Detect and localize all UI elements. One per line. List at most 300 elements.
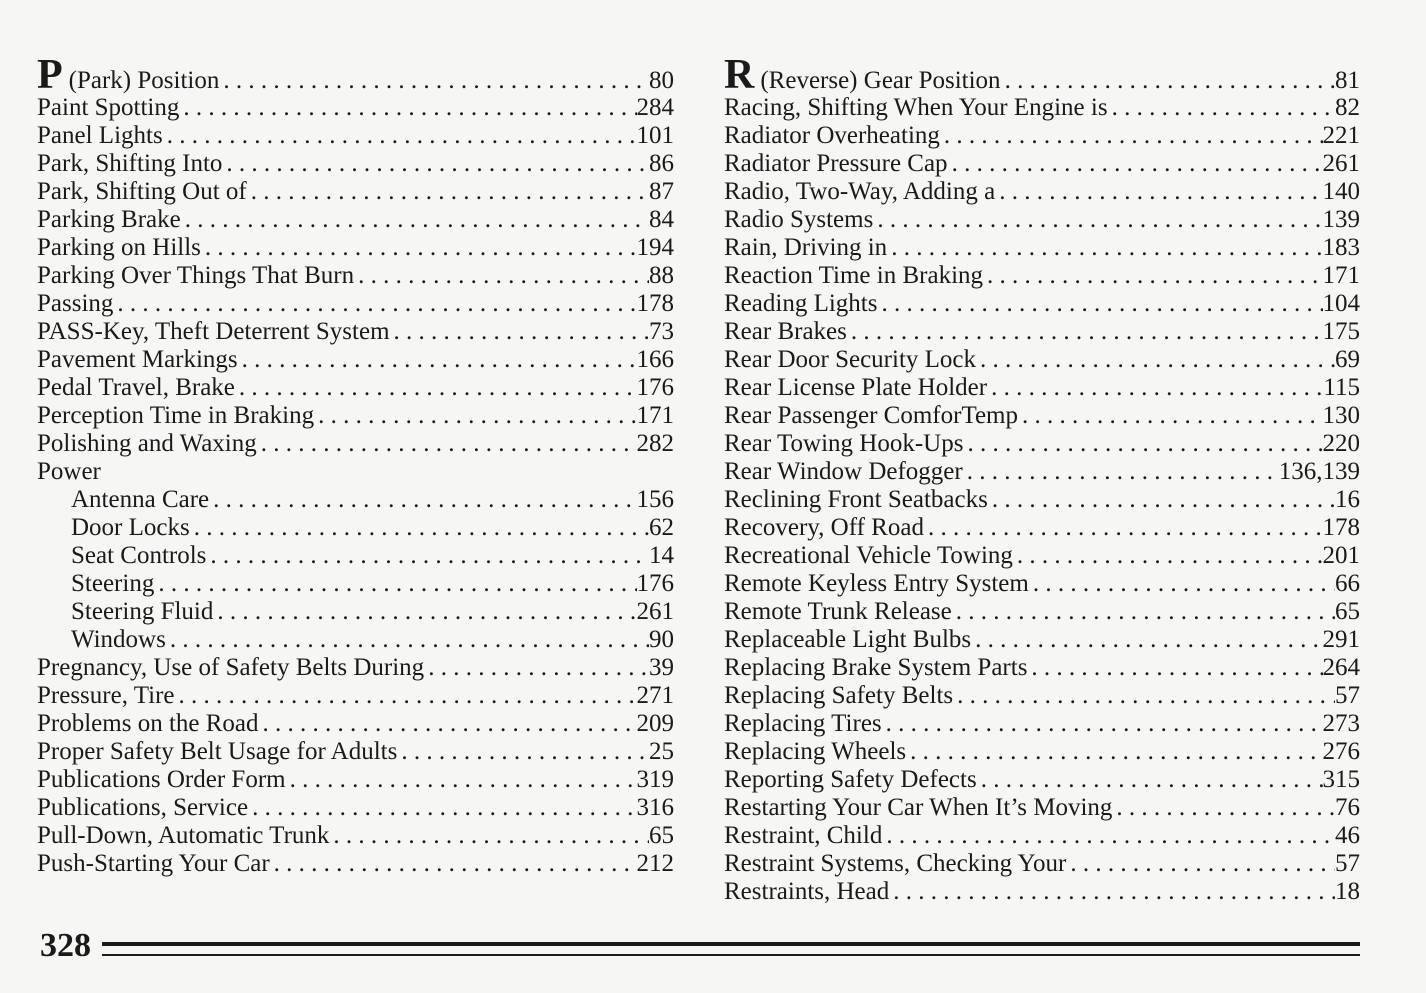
dot-leader [977, 766, 1323, 794]
index-entry-page: 76 [1335, 794, 1360, 821]
index-entry-label [37, 234, 201, 262]
index-entry-label [37, 486, 209, 514]
index-entry [37, 598, 674, 626]
dot-leader [286, 766, 637, 794]
index-entry-page: 166 [636, 346, 674, 373]
index-entry-label [724, 402, 1018, 430]
index-entry-page: 212 [636, 850, 674, 877]
index-entry-label [37, 514, 190, 542]
index-entry-page: 209 [636, 710, 674, 737]
index-entry [724, 542, 1360, 570]
dot-leader [247, 178, 649, 206]
index-entry-label [724, 570, 1029, 598]
dot-leader [995, 178, 1322, 206]
dot-leader [163, 122, 637, 150]
index-entry [724, 122, 1360, 150]
index-entry-page: 115 [1323, 374, 1360, 401]
index-entry-page: 220 [1322, 430, 1360, 457]
index-entry [37, 850, 674, 878]
index-entry-text: Seat Controls [71, 542, 207, 569]
index-entry-page: 81 [1335, 67, 1360, 94]
index-entry-label [724, 458, 963, 486]
index-entry [724, 318, 1360, 346]
index-entry-label [724, 794, 1112, 822]
index-entry-label [37, 206, 181, 234]
index-entry-page: 136,139 [1278, 458, 1360, 485]
index-entry-label [37, 346, 238, 374]
dot-leader [952, 598, 1335, 626]
page-number: 328 [40, 927, 91, 964]
index-entry [724, 654, 1360, 682]
index-entry [37, 766, 674, 794]
dot-leader [971, 626, 1322, 654]
dot-leader [259, 710, 637, 738]
index-entry-page: 291 [1322, 626, 1360, 653]
index-entry-page: 46 [1335, 822, 1360, 849]
index-entry-text: Reaction Time in Braking [724, 262, 984, 289]
index-entry [724, 850, 1360, 878]
index-entry-page: 139 [1322, 206, 1360, 233]
index-entry-label [37, 430, 257, 458]
index-entry [724, 682, 1360, 710]
index-entry-text: Polishing and Waxing [37, 430, 257, 457]
index-entry-page: 16 [1335, 486, 1360, 513]
index-entry-text: Pedal Travel, Brake [37, 374, 235, 401]
dot-leader [1108, 94, 1335, 122]
index-entry-page: 82 [1335, 94, 1360, 121]
index-entry [724, 346, 1360, 374]
index-entry-label [724, 626, 971, 654]
dot-leader [166, 626, 649, 654]
index-entry-text: Pregnancy, Use of Safety Belts During [37, 654, 425, 681]
dot-leader [1018, 402, 1322, 430]
index-entry [37, 822, 674, 850]
index-column-left [37, 56, 674, 878]
index-entry [724, 458, 1360, 486]
index-entry-text: Rear Window Defogger [724, 458, 963, 485]
index-entry [37, 654, 674, 682]
index-entry-text: Replaceable Light Bulbs [724, 626, 972, 653]
index-entry-page: 176 [636, 374, 674, 401]
section-letter: R [724, 56, 755, 94]
index-entry-text: (Reverse) Gear Position [760, 67, 1001, 94]
index-entry-text: Recreational Vehicle Towing [724, 542, 1013, 569]
index-entry-label [724, 94, 1108, 122]
index-entry-label [37, 150, 222, 178]
index-entry-text: Restarting Your Car When It’s Moving [724, 794, 1113, 821]
index-entry-page: 201 [1322, 542, 1360, 569]
index-entry-page: 171 [636, 402, 674, 429]
index-entry-label [724, 374, 987, 402]
index-entry-label [724, 262, 983, 290]
index-entry [37, 94, 674, 122]
index-entry-label [724, 150, 948, 178]
index-entry [724, 374, 1360, 402]
index-entry-text: Radiator Overheating [724, 122, 940, 149]
index-entry [724, 178, 1360, 206]
index-entry-text: Radio, Two-Way, Adding a [724, 178, 996, 205]
index-entry-text: Power [37, 458, 101, 485]
index-entry-label [724, 206, 873, 234]
index-entry-text: Steering [71, 570, 155, 597]
index-entry-text: (Park) Position [68, 67, 220, 94]
index-entry-text: Parking Brake [37, 206, 181, 233]
index-entry-page: 183 [1322, 234, 1360, 261]
dot-leader [988, 486, 1335, 514]
index-entry-text: Replacing Safety Belts [724, 682, 954, 709]
dot-leader [889, 878, 1335, 906]
index-entry-page: 261 [636, 598, 674, 625]
footer-rule-thin [102, 954, 1360, 956]
index-entry-text: Restraint, Child [724, 822, 883, 849]
index-entry-label [37, 94, 179, 122]
index-entry-text: Reading Lights [724, 290, 878, 317]
index-entry-label [37, 682, 175, 710]
index-entry-text: Restraints, Head [724, 878, 890, 905]
index-entry-label [69, 62, 220, 94]
index-entry-label [724, 178, 995, 206]
dot-leader [882, 710, 1323, 738]
index-entry [724, 56, 1360, 94]
index-entry-page: 221 [1322, 122, 1360, 149]
index-entry-text: PASS-Key, Theft Deterrent System [37, 318, 390, 345]
index-entry-label [724, 850, 1066, 878]
index-entry-page: 66 [1335, 570, 1360, 597]
index-entry-label [37, 766, 286, 794]
index-entry-label [37, 542, 206, 570]
index-entry-page: 57 [1335, 850, 1360, 877]
dot-leader [882, 822, 1335, 850]
index-entry-label [724, 598, 952, 626]
dot-leader [948, 150, 1323, 178]
index-entry [37, 486, 674, 514]
index-entry-text: Windows [71, 626, 166, 653]
index-entry-page: 178 [1322, 514, 1360, 541]
index-entry-text: Push-Starting Your Car [37, 850, 270, 877]
index-entry-text: Radio Systems [724, 206, 874, 233]
index-entry-label [37, 822, 329, 850]
index-entry-page: 271 [636, 682, 674, 709]
dot-leader [953, 682, 1335, 710]
dot-leader [397, 738, 649, 766]
index-entry-page: 65 [649, 822, 674, 849]
index-entry [37, 794, 674, 822]
dot-leader [873, 206, 1322, 234]
index-entry-page: 175 [1322, 318, 1360, 345]
dot-leader [1029, 570, 1335, 598]
dot-leader [924, 514, 1323, 542]
index-entry-page: 73 [649, 318, 674, 345]
dot-leader [206, 542, 649, 570]
index-entry [724, 94, 1360, 122]
index-entry-page: 18 [1335, 878, 1360, 905]
index-entry [37, 56, 674, 94]
index-entry-page: 284 [636, 94, 674, 121]
index-entry-page: 87 [649, 178, 674, 205]
index-entry-text: Pull-Down, Automatic Trunk [37, 822, 330, 849]
index-entry-text: Rear Passenger ComforTemp [724, 402, 1019, 429]
index-entry-label [37, 402, 314, 430]
index-entry-text: Replacing Brake System Parts [724, 654, 1028, 681]
index-entry [37, 738, 674, 766]
index-entry [724, 290, 1360, 318]
index-entry-label [37, 318, 390, 346]
dot-leader [238, 346, 637, 374]
dot-leader [190, 514, 649, 542]
index-entry [37, 570, 674, 598]
section-letter: P [37, 56, 63, 94]
index-entry-label [724, 766, 977, 794]
index-entry [724, 234, 1360, 262]
dot-leader [390, 318, 649, 346]
index-entry-page: 264 [1322, 654, 1360, 681]
index-entry-label [37, 738, 397, 766]
index-entry-label [724, 710, 882, 738]
index-entry-text: Proper Safety Belt Usage for Adults [37, 738, 398, 765]
index-entry-text: Park, Shifting Out of [37, 178, 247, 205]
dot-leader [1001, 62, 1335, 94]
dot-leader [987, 374, 1323, 402]
index-entry [37, 206, 674, 234]
index-entry [724, 878, 1360, 906]
index-entry [724, 514, 1360, 542]
index-entry [37, 458, 674, 486]
index-entry [37, 346, 674, 374]
index-entry [724, 486, 1360, 514]
index-entry-page: 101 [636, 122, 674, 149]
index-entry-label [724, 654, 1027, 682]
index-entry-text: Steering Fluid [71, 598, 214, 625]
dot-leader [1027, 654, 1322, 682]
index-entry-page: 14 [649, 542, 674, 569]
index-entry-label [760, 62, 1000, 94]
index-entry-page: 319 [636, 766, 674, 793]
index-entry-label [37, 626, 166, 654]
index-entry-label [724, 290, 877, 318]
dot-leader [213, 598, 636, 626]
index-entry [37, 290, 674, 318]
index-entry-text: Rear License Plate Holder [724, 374, 988, 401]
index-entry-page: 176 [636, 570, 674, 597]
index-entry-label [724, 486, 988, 514]
dot-leader [887, 234, 1322, 262]
dot-leader [154, 570, 636, 598]
index-entry-page: 156 [636, 486, 674, 513]
index-entry-text: Replacing Wheels [724, 738, 907, 765]
index-entry [724, 262, 1360, 290]
index-entry [724, 626, 1360, 654]
index-entry-text: Publications Order Form [37, 766, 286, 793]
index-entry [37, 178, 674, 206]
index-entry-text: Rear Door Security Lock [724, 346, 977, 373]
dot-leader [906, 738, 1322, 766]
dot-leader [354, 262, 649, 290]
index-entry-text: Racing, Shifting When Your Engine is [724, 94, 1108, 121]
index-entry-label [37, 122, 163, 150]
index-entry-label [37, 178, 247, 206]
index-entry [37, 626, 674, 654]
index-entry-text: Recovery, Off Road [724, 514, 924, 541]
index-entry-page: 178 [636, 290, 674, 317]
index-entry-label [724, 122, 940, 150]
index-entry-page: 80 [649, 67, 674, 94]
dot-leader [329, 822, 649, 850]
index-entry-page: 25 [649, 738, 674, 765]
index-entry-page: 88 [649, 262, 674, 289]
index-entry-page: 90 [649, 626, 674, 653]
index-entry [724, 598, 1360, 626]
index-entry [724, 430, 1360, 458]
dot-leader [847, 318, 1323, 346]
dot-leader [175, 682, 637, 710]
dot-leader [314, 402, 636, 430]
dot-leader [976, 346, 1335, 374]
index-entry-page: 316 [636, 794, 674, 821]
dot-leader [201, 234, 637, 262]
index-entry [37, 234, 674, 262]
index-entry-text: Reporting Safety Defects [724, 766, 977, 793]
dot-leader [222, 150, 649, 178]
index-entry-page: 69 [1335, 346, 1360, 373]
index-entry-page: 171 [1322, 262, 1360, 289]
index-entry-page: 39 [649, 654, 674, 681]
index-entry-page: 282 [636, 430, 674, 457]
index-entry-text: Passing [37, 290, 114, 317]
index-entry-page: 261 [1322, 150, 1360, 177]
index-entry-page: 65 [1335, 598, 1360, 625]
dot-leader [940, 122, 1323, 150]
index-entry-page: 140 [1322, 178, 1360, 205]
index-entry-page: 315 [1322, 766, 1360, 793]
index-entry-text: Publications, Service [37, 794, 249, 821]
index-entry-label [37, 570, 154, 598]
index-entry [37, 682, 674, 710]
index-entry-label [724, 318, 847, 346]
dot-leader [179, 94, 636, 122]
index-entry [724, 794, 1360, 822]
index-entry-label [37, 654, 424, 682]
index-entry-label [724, 430, 963, 458]
index-entry-label [724, 346, 976, 374]
index-entry [37, 374, 674, 402]
index-entry-text: Rear Towing Hook-Ups [724, 430, 964, 457]
index-entry-label [724, 682, 953, 710]
index-entry-text: Restraint Systems, Checking Your [724, 850, 1067, 877]
dot-leader [235, 374, 637, 402]
index-entry-page: 57 [1335, 682, 1360, 709]
index-entry [37, 318, 674, 346]
index-entry-text: Remote Trunk Release [724, 598, 952, 625]
index-entry [37, 514, 674, 542]
index-entry-text: Perception Time in Braking [37, 402, 315, 429]
index-entry [37, 262, 674, 290]
footer-rule-thick [102, 942, 1360, 946]
index-entry [37, 122, 674, 150]
dot-leader [113, 290, 636, 318]
index-entry-label [724, 514, 924, 542]
index-entry-text: Door Locks [71, 514, 190, 541]
index-entry-label [724, 234, 887, 262]
dot-leader [1066, 850, 1335, 878]
index-entry-page: 276 [1322, 738, 1360, 765]
index-entry-page: 273 [1322, 710, 1360, 737]
index-entry [37, 710, 674, 738]
index-entry-page: 86 [649, 150, 674, 177]
index-entry-label [37, 458, 101, 486]
index-entry-page: 130 [1322, 402, 1360, 429]
dot-leader [963, 458, 1279, 486]
index-entry-page: 104 [1322, 290, 1360, 317]
index-entry-page: 194 [636, 234, 674, 261]
dot-leader [424, 654, 649, 682]
index-entry-text: Pressure, Tire [37, 682, 175, 709]
dot-leader [219, 62, 649, 94]
index-entry-label [724, 542, 1013, 570]
index-entry-label [724, 738, 906, 766]
index-entry [724, 822, 1360, 850]
index-entry-label [37, 850, 270, 878]
index-entry-text: Rain, Driving in [724, 234, 888, 261]
index-entry [724, 710, 1360, 738]
index-entry-text: Pavement Markings [37, 346, 238, 373]
index-entry-label [37, 598, 213, 626]
index-entry-label [37, 710, 259, 738]
index-entry-label [37, 374, 235, 402]
dot-leader [1013, 542, 1323, 570]
page-footer [40, 924, 1360, 968]
index-entry [37, 150, 674, 178]
dot-leader [270, 850, 637, 878]
index-column-right [724, 56, 1360, 906]
index-entry [724, 738, 1360, 766]
index-entry-text: Radiator Pressure Cap [724, 150, 948, 177]
index-entry-label [724, 822, 882, 850]
index-entry-text: Problems on the Road [37, 710, 259, 737]
index-entry [724, 766, 1360, 794]
dot-leader [983, 262, 1322, 290]
index-entry [724, 402, 1360, 430]
index-entry-label [724, 878, 889, 906]
dot-leader [1112, 794, 1335, 822]
index-entry [724, 570, 1360, 598]
index-entry-text: Rear Brakes [724, 318, 847, 345]
index-entry [37, 430, 674, 458]
index-entry-label [37, 290, 113, 318]
index-entry [37, 542, 674, 570]
index-entry [37, 402, 674, 430]
index-entry-text: Parking on Hills [37, 234, 201, 261]
dot-leader [257, 430, 637, 458]
index-entry [724, 150, 1360, 178]
index-entry-page: 62 [649, 514, 674, 541]
index-entry-label [37, 794, 248, 822]
index-entry-text: Paint Spotting [37, 94, 180, 121]
index-entry-text: Antenna Care [71, 486, 210, 513]
dot-leader [963, 430, 1322, 458]
index-entry-text: Panel Lights [37, 122, 163, 149]
index-entry-text: Park, Shifting Into [37, 150, 223, 177]
index-entry-text: Remote Keyless Entry System [724, 570, 1029, 597]
index-entry-text: Parking Over Things That Burn [37, 262, 355, 289]
dot-leader [209, 486, 636, 514]
index-entry-text: Replacing Tires [724, 710, 882, 737]
dot-leader [248, 794, 636, 822]
index-entry [724, 206, 1360, 234]
index-entry-label [37, 262, 354, 290]
dot-leader [181, 206, 649, 234]
index-entry-page: 84 [649, 206, 674, 233]
dot-leader [877, 290, 1322, 318]
